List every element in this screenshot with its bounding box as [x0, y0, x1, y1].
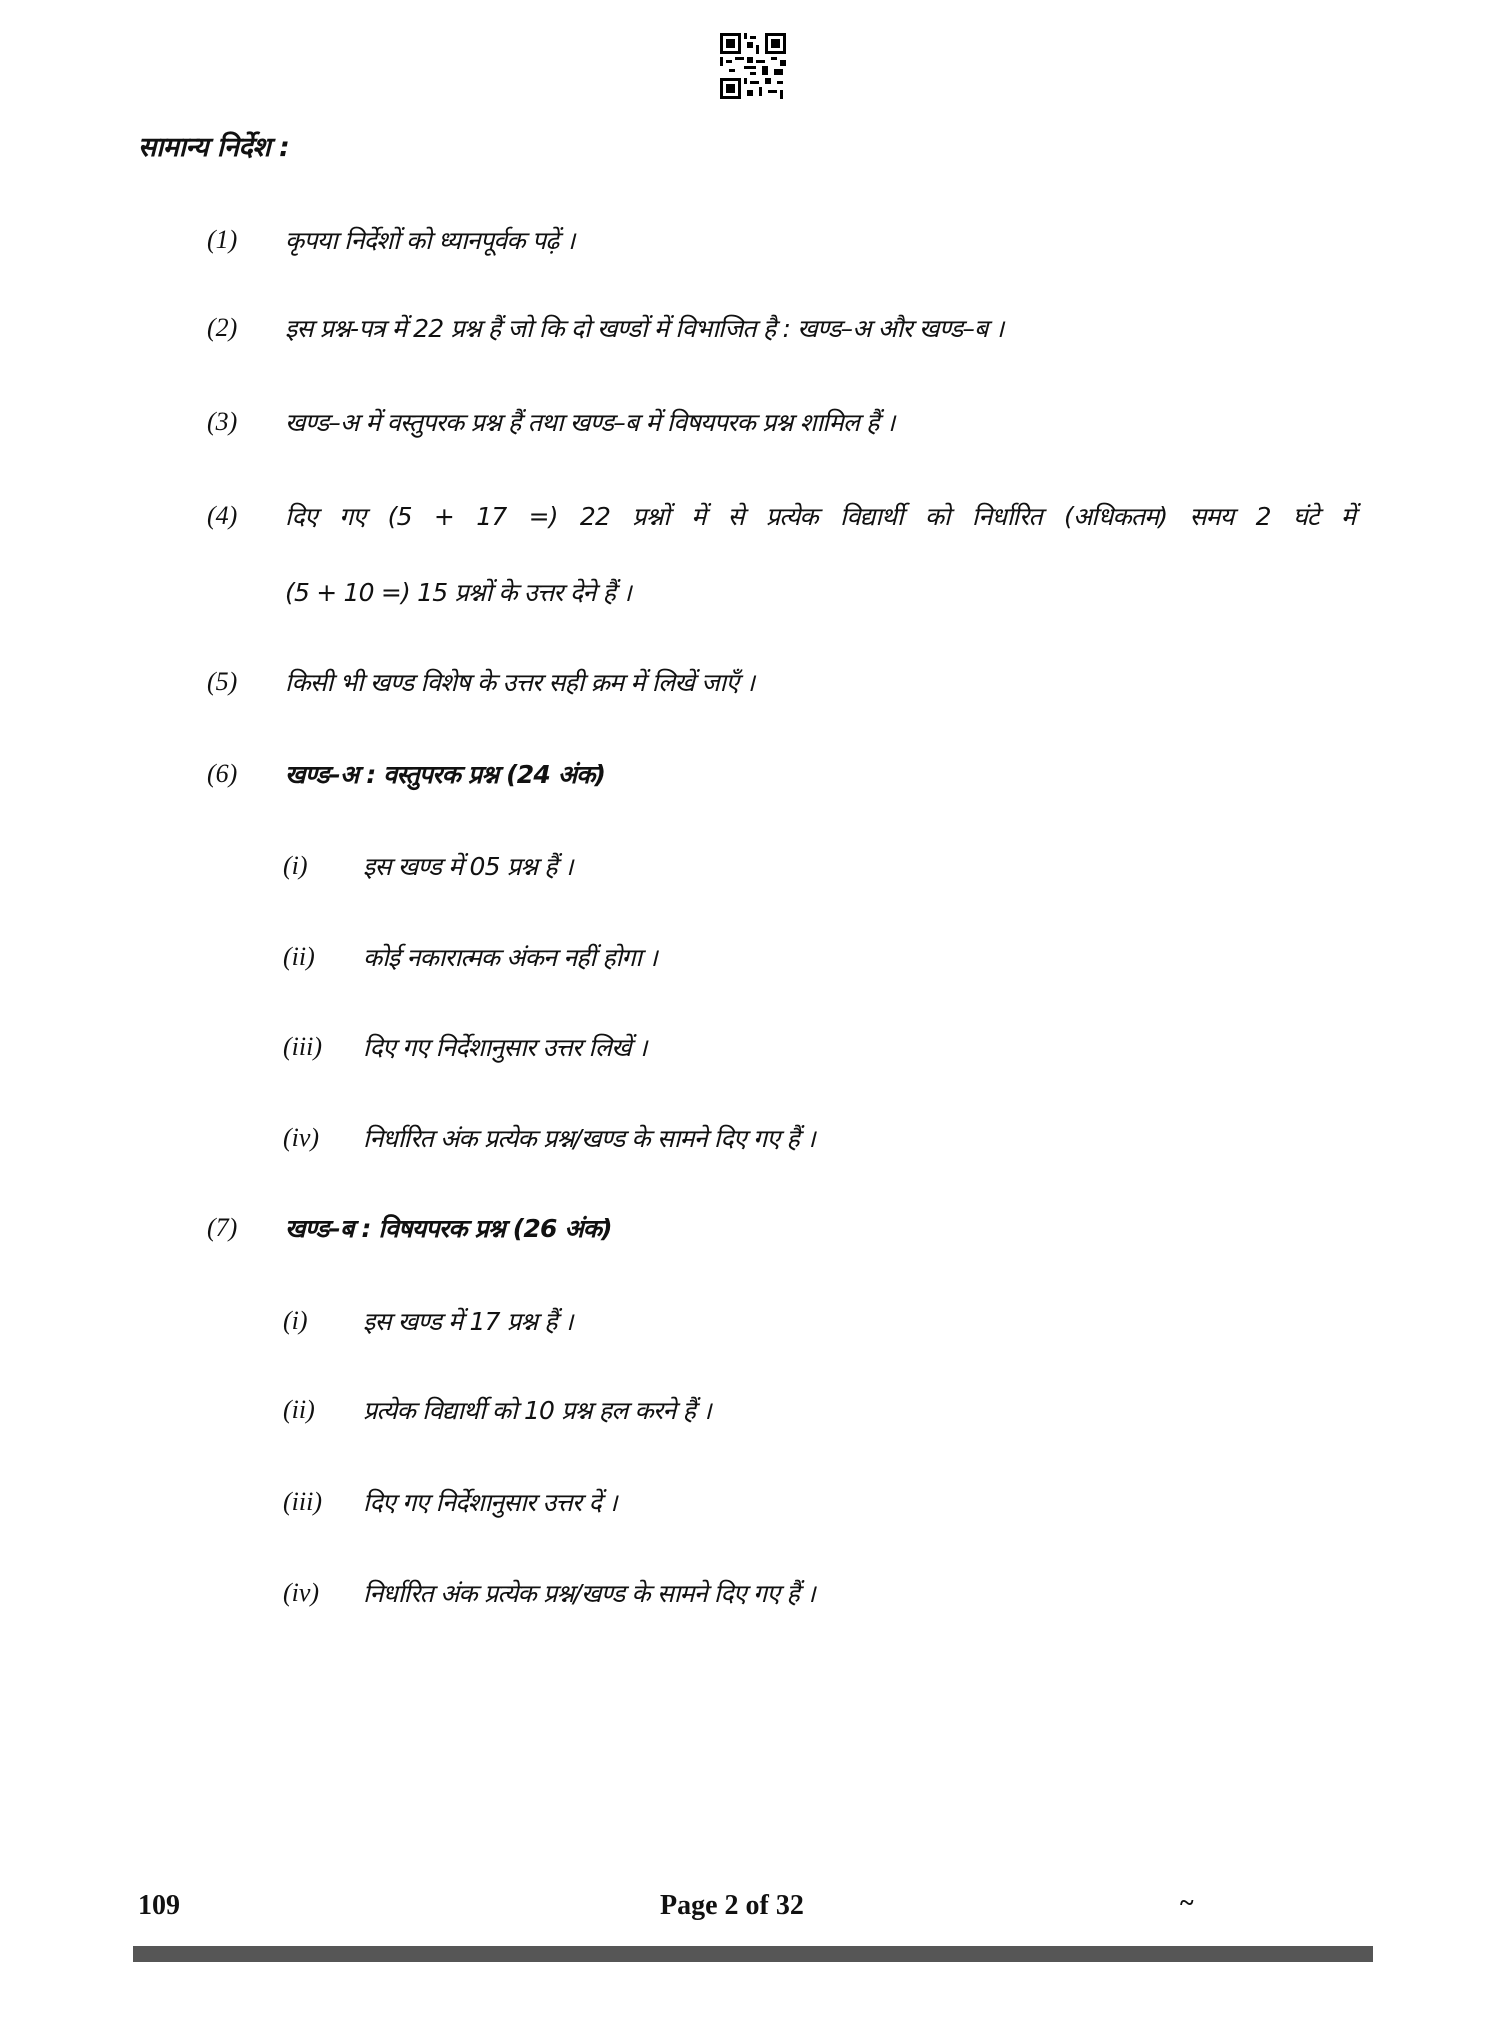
item-text: इस प्रश्न-पत्र में 22 प्रश्न हैं जो कि दो खण्डों में विभाजित है : खण्ड–अ और खण्ड–ब । — [285, 314, 1004, 343]
sub-item-text: निर्धारित अंक प्रत्येक प्रश्न/खण्ड के सामने दिए गए हैं । — [363, 1579, 815, 1608]
item-text: खण्ड–अ में वस्तुपरक प्रश्न हैं तथा खण्ड–ब में विषयपरक प्रश्न शामिल हैं । — [285, 408, 895, 437]
sub-item-number: (i) — [283, 1306, 308, 1335]
item-number: (7) — [207, 1213, 238, 1242]
sub-item-number: (iii) — [283, 1487, 322, 1516]
item-number: (4) — [207, 501, 238, 530]
sub-item-number: (iii) — [283, 1032, 322, 1061]
footer-divider — [133, 1946, 1373, 1962]
item-text: दिए गए (5 + 17 =) 22 प्रश्नों में से प्रत्येक विद्यार्थी को निर्धारित (अधिकतम) समय 2 घंटे में — [285, 502, 1355, 531]
section-title: खण्ड–ब : विषयपरक प्रश्न (26 अंक) — [285, 1214, 612, 1243]
sub-item-number: (ii) — [283, 942, 315, 971]
page-number: Page 2 of 32 — [660, 1890, 804, 1921]
sub-item-text: दिए गए निर्देशानुसार उत्तर दें । — [363, 1488, 617, 1517]
sub-item-text: कोई नकारात्मक अंकन नहीं होगा । — [363, 943, 657, 972]
item-number: (1) — [207, 225, 238, 254]
sub-item-number: (ii) — [283, 1395, 315, 1424]
item-text: कृपया निर्देशों को ध्यानपूर्वक पढ़ें । — [285, 226, 575, 255]
paper-code: 109 — [138, 1890, 180, 1921]
qr-code-icon — [720, 31, 786, 101]
item-text: किसी भी खण्ड विशेष के उत्तर सही क्रम में लिखें जाएँ । — [285, 668, 755, 697]
section-title: खण्ड–अ : वस्तुपरक प्रश्न (24 अंक) — [285, 760, 606, 789]
item-number: (2) — [207, 313, 238, 342]
sub-item-text: दिए गए निर्देशानुसार उत्तर लिखें । — [363, 1033, 647, 1062]
sub-item-text: प्रत्येक विद्यार्थी को 10 प्रश्न हल करने हैं । — [363, 1396, 711, 1425]
item-text-continued: (5 + 10 =) 15 प्रश्नों के उत्तर देने हैं । — [285, 578, 631, 607]
sub-item-text: इस खण्ड में 05 प्रश्न हैं । — [363, 852, 573, 881]
item-number: (5) — [207, 667, 238, 696]
sub-item-number: (iv) — [283, 1123, 320, 1152]
sub-item-text: निर्धारित अंक प्रत्येक प्रश्न/खण्ड के सामने दिए गए हैं । — [363, 1124, 815, 1153]
item-number: (3) — [207, 407, 238, 436]
sub-item-text: इस खण्ड में 17 प्रश्न हैं । — [363, 1307, 573, 1336]
sub-item-number: (i) — [283, 851, 308, 880]
item-number: (6) — [207, 759, 238, 788]
footer-mark: ~ — [1180, 1888, 1194, 1917]
sub-item-number: (iv) — [283, 1578, 320, 1607]
page-title: सामान्य निर्देश : — [138, 132, 290, 163]
